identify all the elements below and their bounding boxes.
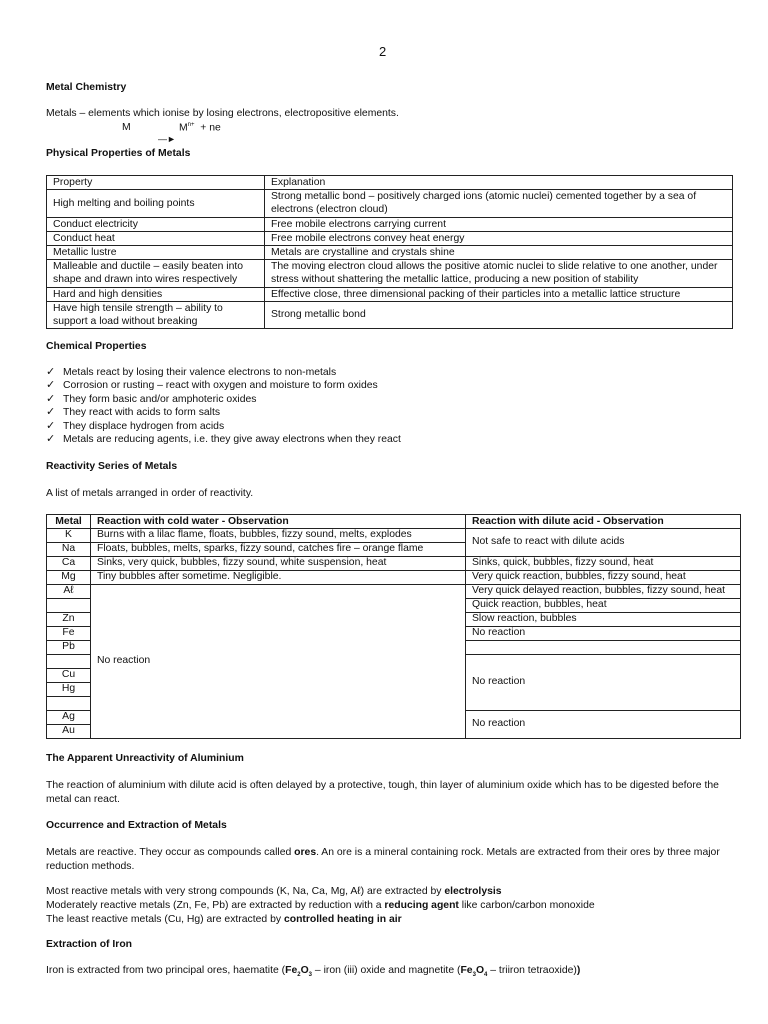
metal-cell: Cu (47, 669, 91, 683)
physical-properties-table (46, 175, 733, 329)
list-item: ✓ They displace hydrogen from acids (46, 419, 225, 432)
property-cell: Conduct electricity (47, 217, 265, 231)
heading-physical-properties: Physical Properties of Metals (46, 148, 191, 159)
table-header-row (47, 176, 733, 190)
heading-extraction-iron: Extraction of Iron (46, 939, 133, 950)
explanation-cell: Free mobile electrons carrying current (265, 217, 733, 231)
aluminium-text: The reaction of aluminium with dilute acid is often delayed by a protective, tough, thin layer of aluminium oxide which has to be digested before the metal can react. (46, 780, 719, 806)
equation-right: $M^{n+}$ + ne (179, 122, 221, 134)
method-reducing-agent: Moderately reactive metals (Zn, Fe, Pb) are extracted by reduction with a reducing agent like carbon/carbon monoxide (46, 900, 595, 912)
table-row (47, 217, 733, 231)
water-cell: Tiny bubbles after sometime. Negligible. (91, 571, 466, 585)
property-cell: High melting and boiling points (47, 190, 265, 217)
metal-cell: Na (47, 543, 91, 557)
explanation-cell: Free mobile electrons convey heat energy (265, 231, 733, 245)
explanation-cell: Strong metallic bond (265, 301, 733, 328)
metal-cell (47, 697, 91, 711)
reactivity-table (46, 514, 741, 739)
equation-charge: n+ (187, 122, 195, 128)
metal-cell: Au (47, 725, 91, 739)
metal-cell: Fe (47, 627, 91, 641)
checkmark-icon: ✓ (46, 406, 56, 419)
metal-cell: Mg (47, 571, 91, 585)
list-item: ✓ Metals are reducing agents, i.e. they give away electrons when they react (46, 432, 401, 445)
table-row (47, 190, 733, 217)
property-cell: Conduct heat (47, 231, 265, 245)
intro-text: Metals – elements which ionise by losing electrons, electropositive elements. (46, 108, 399, 119)
table-row (47, 260, 733, 287)
method-heating: The least reactive metals (Cu, Hg) are extracted by controlled heating in air (46, 914, 402, 926)
acid-cell: Not safe to react with dilute acids (466, 529, 741, 557)
heading-chemical-properties: Chemical Properties (46, 341, 147, 352)
table-row (47, 557, 741, 571)
acid-cell: Quick reaction, bubbles, heat (466, 599, 741, 613)
metal-cell: Ca (47, 557, 91, 571)
explanation-cell: Metals are crystalline and crystals shine (265, 246, 733, 260)
list-item: ✓ Corrosion or rusting – react with oxygen and moisture to form oxides (46, 379, 378, 392)
iron-text: Iron is extracted from two principal ores, haematite ($Fe_2O_3$ – iron (iii) oxide and magnetite ($Fe_3O_4$ – triiron tetraoxide)) (46, 965, 581, 979)
header-cold-water: Reaction with cold water - Observation (91, 515, 466, 529)
explanation-cell: Effective close, three dimensional packing of their particles into a metallic lattice structure (265, 287, 733, 301)
table-header-row (47, 515, 741, 529)
table-row (47, 529, 741, 543)
acid-cell: Slow reaction, bubbles (466, 613, 741, 627)
header-property: Property (47, 176, 265, 190)
property-cell: Metallic lustre (47, 246, 265, 260)
heading-reactivity-series: Reactivity Series of Metals (46, 461, 178, 472)
acid-cell: Sinks, quick, bubbles, fizzy sound, heat (466, 557, 741, 571)
table-row (47, 287, 733, 301)
metal-cell: Hg (47, 683, 91, 697)
water-cell-no-reaction: No reaction (91, 585, 466, 739)
acid-cell (466, 641, 741, 655)
list-item: ✓ They react with acids to form salts (46, 406, 221, 419)
table-row (47, 585, 741, 599)
metal-cell: Zn (47, 613, 91, 627)
checkmark-icon: ✓ (46, 366, 56, 378)
heading-occurrence-extraction: Occurrence and Extraction of Metals (46, 820, 227, 831)
checkmark-icon: ✓ (46, 379, 56, 392)
property-cell: Malleable and ductile – easily beaten into shape and drawn into wires respectively (47, 260, 265, 287)
metal-cell: Pb (47, 641, 91, 655)
water-cell: Burns with a lilac flame, floats, bubbles, fizzy sound, melts, explodes (91, 529, 466, 543)
chemical-properties-list (46, 366, 401, 446)
heading-aluminium: The Apparent Unreactivity of Aluminium (46, 753, 244, 764)
list-item: ✓ They form basic and/or amphoteric oxides (46, 392, 257, 405)
metal-cell (47, 599, 91, 613)
water-cell: Sinks, very quick, bubbles, fizzy sound, white suspension, heat (91, 557, 466, 571)
explanation-cell: The moving electron cloud allows the positive atomic nuclei to slide relative to one another, under stress without shattering the metallic lattice, producing a new position of stability (265, 260, 733, 287)
explanation-cell: Strong metallic bond – positively charged ions (atomic nuclei) cemented together by a sea of electrons (electron cloud) (265, 190, 733, 217)
acid-cell: No reaction (466, 627, 741, 641)
reaction-arrow-icon: —► (158, 134, 176, 144)
table-row (47, 571, 741, 585)
checkmark-icon: ✓ (46, 432, 56, 445)
acid-cell: Very quick reaction, bubbles, fizzy sound, heat (466, 571, 741, 585)
header-dilute-acid: Reaction with dilute acid - Observation (466, 515, 741, 529)
equation-rest: + ne (200, 122, 221, 134)
list-item: ✓ Metals react by losing their valence electrons to non-metals (46, 366, 337, 378)
method-electrolysis: Most reactive metals with very strong compounds (K, Na, Ca, Mg, Aℓ) are extracted by electrolysis (46, 886, 502, 897)
header-explanation: Explanation (265, 176, 733, 190)
water-cell: Floats, bubbles, melts, sparks, fizzy sound, catches fire – orange flame (91, 543, 466, 557)
property-cell: Have high tensile strength – ability to support a load without breaking (47, 301, 265, 328)
table-row (47, 301, 733, 328)
section-title-metal-chemistry: Metal Chemistry (46, 82, 127, 93)
metal-cell: Ag (47, 711, 91, 725)
header-metal: Metal (47, 515, 91, 529)
acid-cell: No reaction (466, 711, 741, 739)
table-row (47, 231, 733, 245)
checkmark-icon: ✓ (46, 419, 56, 432)
acid-cell: No reaction (466, 655, 741, 711)
table-row (47, 246, 733, 260)
ores-term: ores (294, 847, 317, 858)
metal-cell: Aℓ (47, 585, 91, 599)
metal-cell: K (47, 529, 91, 543)
metal-cell (47, 655, 91, 669)
acid-cell: Very quick delayed reaction, bubbles, fizzy sound, heat (466, 585, 741, 599)
reactivity-intro: A list of metals arranged in order of reactivity. (46, 488, 254, 499)
checkmark-icon: ✓ (46, 392, 56, 405)
equation-left: M (122, 122, 131, 133)
page-number: 2 (379, 44, 387, 59)
occurrence-paragraph: Metals are reactive. They occur as compounds called ores. An ore is a mineral containing rock. Metals are extracted from their ores by three major reduction methods. (46, 847, 720, 873)
property-cell: Hard and high densities (47, 287, 265, 301)
extraction-methods (46, 885, 726, 928)
